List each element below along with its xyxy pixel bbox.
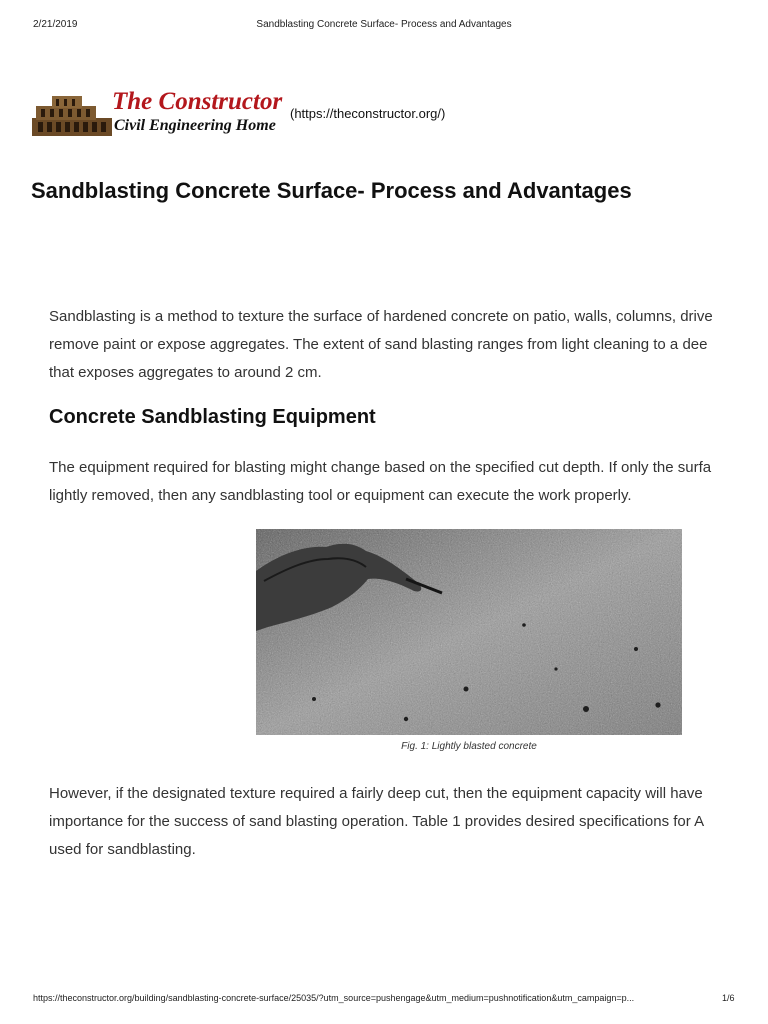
deep-cut-line: importance for the success of sand blasting operation. Table 1 provides desired specifications for A — [49, 813, 705, 830]
figure-caption: Fig. 1: Lightly blasted concrete — [401, 741, 537, 752]
intro-line: remove paint or expose aggregates. The extent of sand blasting ranges from light cleaning to a dee — [49, 336, 708, 353]
print-footer-url: https://theconstructor.org/building/sandblasting-concrete-surface/25035/?utm_source=pushengage&utm_medium=pushnotification&utm_campaign=p... — [33, 993, 635, 1003]
deep-cut-line: However, if the designated texture required a fairly deep cut, then the equipment capacity will have — [49, 785, 703, 802]
colosseum-icon — [32, 92, 112, 138]
print-header-title: Sandblasting Concrete Surface- Process and Advantages — [256, 19, 512, 30]
intro-line: Sandblasting is a method to texture the surface of hardened concrete on patio, walls, columns, drive — [49, 308, 713, 325]
deep-cut-line: used for sandblasting. — [49, 841, 196, 858]
intro-line: that exposes aggregates to around 2 cm. — [49, 364, 322, 381]
print-date: 2/21/2019 — [33, 19, 78, 30]
logo-tagline: Civil Engineering Home — [114, 117, 276, 134]
article-title: Sandblasting Concrete Surface- Process and Advantages — [31, 178, 632, 203]
logo-name: The Constructor — [112, 88, 283, 115]
section-heading: Concrete Sandblasting Equipment — [49, 406, 376, 428]
intro-paragraph — [49, 303, 768, 387]
concrete-photo — [256, 529, 682, 735]
equipment-line: lightly removed, then any sandblasting tool or equipment can execute the work properly. — [49, 487, 632, 504]
page-number: 1/6 — [722, 993, 735, 1003]
equipment-paragraph — [49, 454, 768, 510]
deep-cut-paragraph — [49, 780, 768, 864]
site-url-link[interactable]: (https://theconstructor.org/) — [290, 106, 446, 121]
equipment-line: The equipment required for blasting might change based on the specified cut depth. If only the surfa — [49, 459, 712, 476]
site-logo-link[interactable] — [32, 90, 292, 140]
